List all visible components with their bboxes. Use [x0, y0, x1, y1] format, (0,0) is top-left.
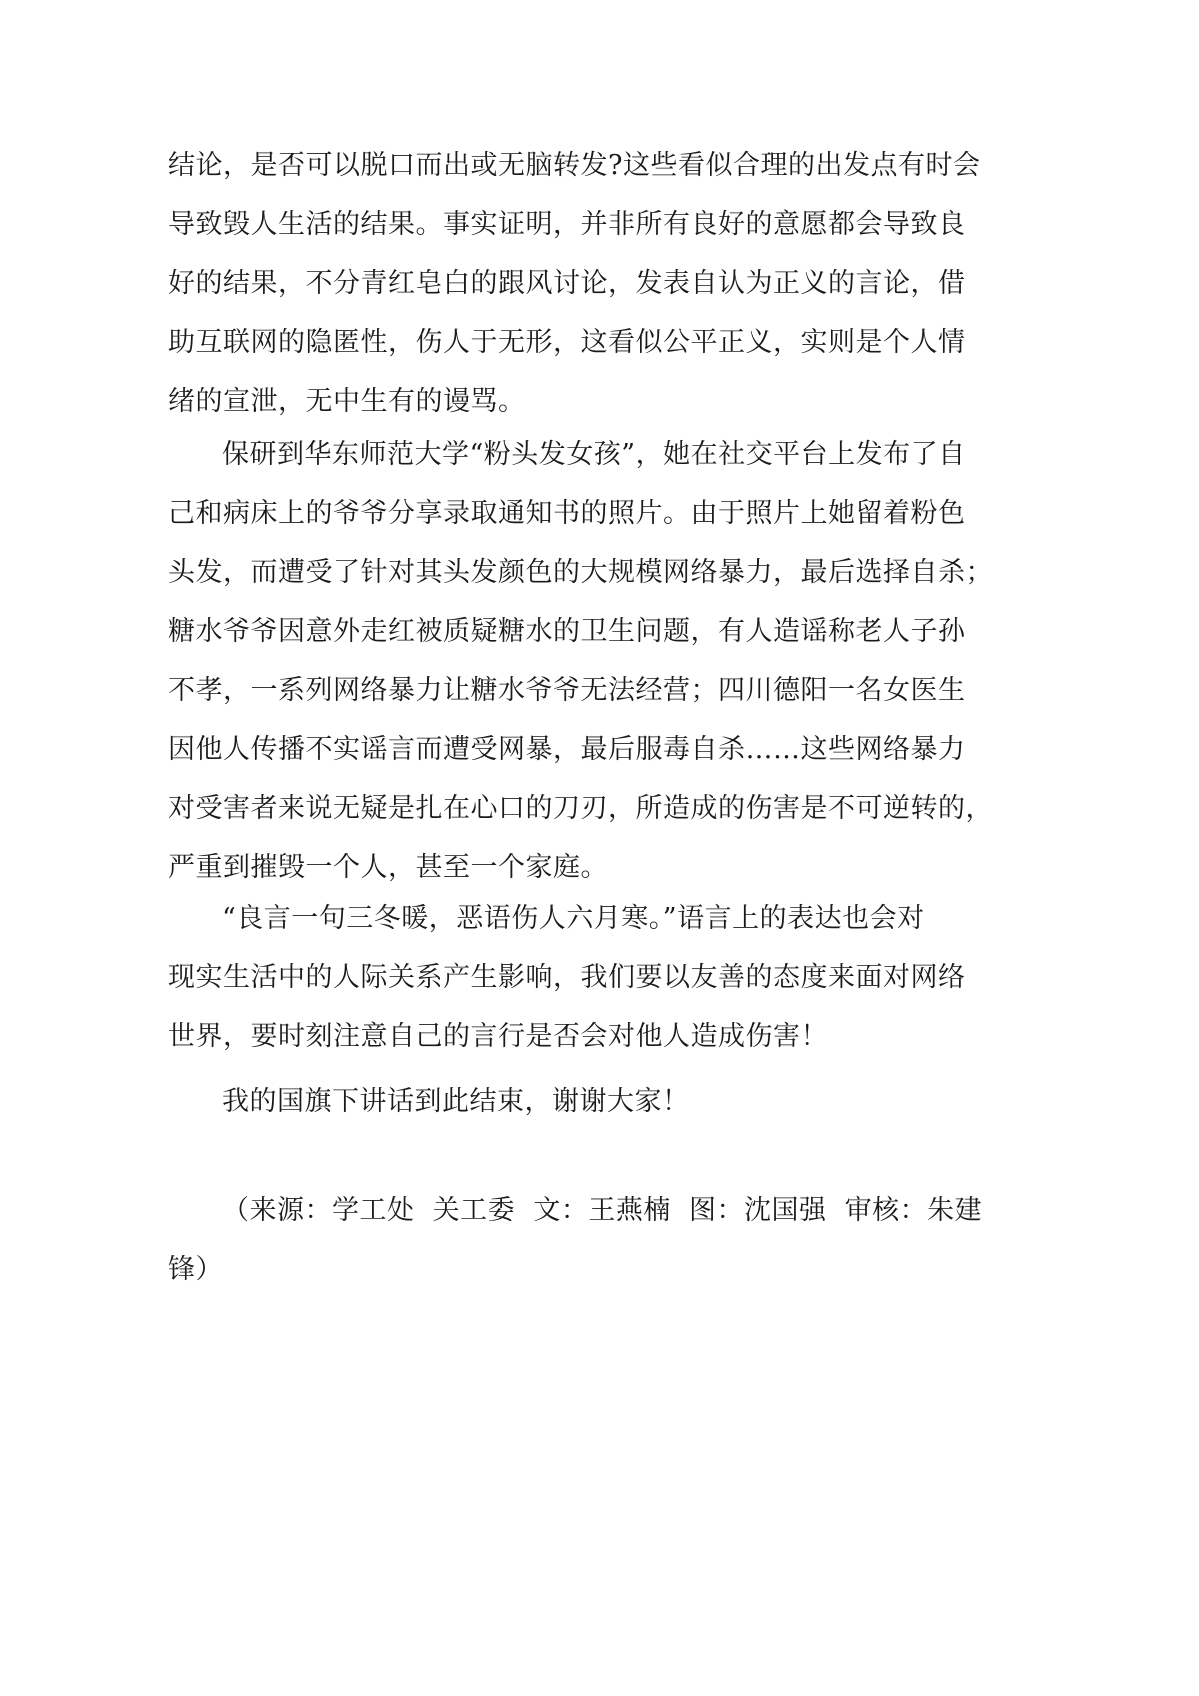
- closing-paragraph: [168, 1072, 948, 1131]
- text-line: 己和病床上的爷爷分享录取通知书的照片。由于照片上她留着粉色: [168, 498, 966, 529]
- text-line: 对受害者来说无疑是扎在心口的刀刃，所造成的伤害是不可逆转的，: [168, 793, 993, 824]
- text-line: 导致毁人生活的结果。事实证明，并非所有良好的意愿都会导致良: [168, 209, 966, 240]
- paragraph-1: [168, 136, 981, 431]
- text-line: （来源：学工处 关工委 文：王燕楠 图：沈国强 审核：朱建: [222, 1195, 983, 1226]
- text-line: 糖水爷爷因意外走红被质疑糖水的卫生问题，有人造谣称老人子孙: [168, 616, 966, 647]
- text-line: 好的结果，不分青红皂白的跟风讨论，发表自认为正义的言论，借: [168, 268, 966, 299]
- text-line: 锋）: [168, 1254, 223, 1285]
- paragraph-3: [168, 889, 966, 1066]
- text-line: 不孝，一系列网络暴力让糖水爷爷无法经营；四川德阳一名女医生: [168, 675, 966, 706]
- text-line: 结论，是否可以脱口而出或无脑转发?这些看似合理的出发点有时会: [168, 150, 981, 181]
- text-line: 因他人传播不实谣言而遭受网暴，最后服毒自杀……这些网络暴力: [168, 734, 966, 765]
- text-line: 严重到摧毁一个人，甚至一个家庭。: [168, 852, 608, 883]
- text-line: 世界，要时刻注意自己的言行是否会对他人造成伤害！: [168, 1021, 828, 1052]
- text-line: 我的国旗下讲话到此结束，谢谢大家！: [222, 1086, 690, 1117]
- text-line: 助互联网的隐匿性，伤人于无形，这看似公平正义，实则是个人情: [168, 327, 966, 358]
- paragraph-2: [168, 425, 993, 897]
- text-line: 保研到华东师范大学“粉头发女孩”，她在社交平台上发布了自: [222, 439, 966, 470]
- text-line: “良言一句三冬暖，恶语伤人六月寒。”语言上的表达也会对: [222, 903, 925, 934]
- text-line: 现实生活中的人际关系产生影响，我们要以友善的态度来面对网络: [168, 962, 966, 993]
- text-line: 绪的宣泄，无中生有的谩骂。: [168, 386, 526, 417]
- source-credits: [168, 1181, 983, 1299]
- text-line: 头发，而遭受了针对其头发颜色的大规模网络暴力，最后选择自杀；: [168, 557, 993, 588]
